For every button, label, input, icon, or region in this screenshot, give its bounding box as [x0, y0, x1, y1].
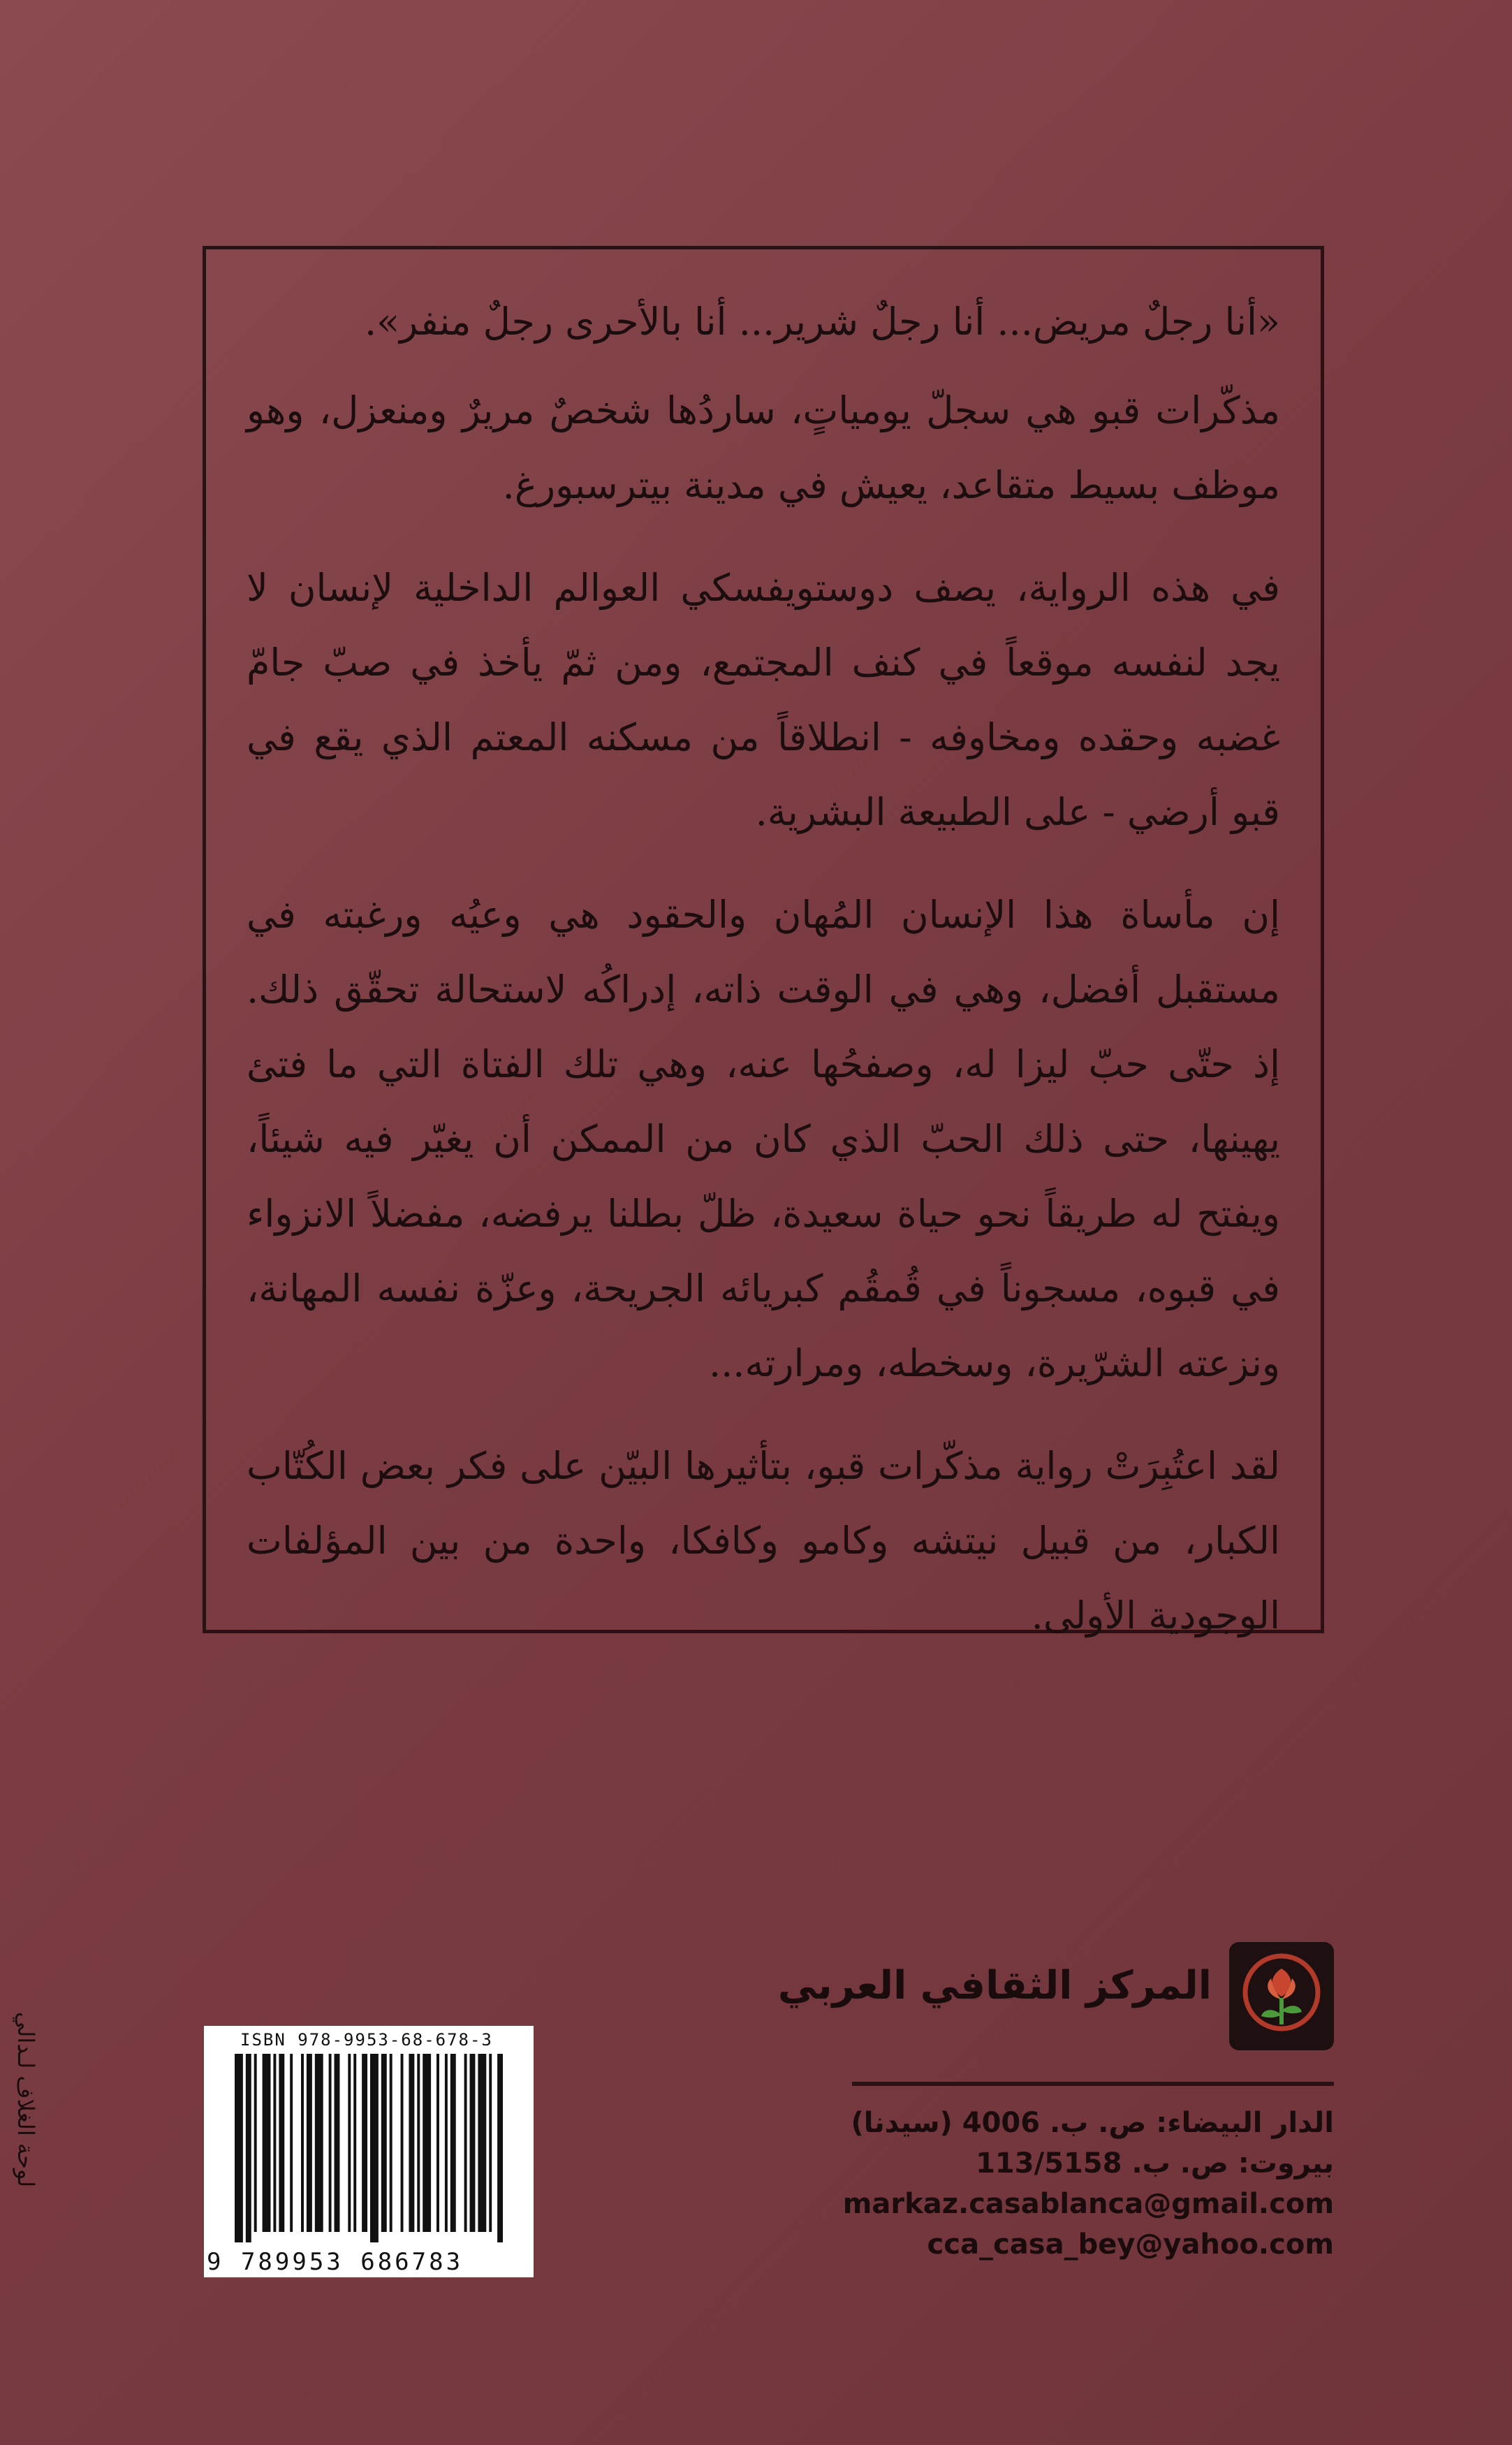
barcode-bar — [362, 2054, 367, 2232]
barcode-bar — [353, 2054, 356, 2232]
barcode-bar — [401, 2054, 404, 2232]
barcode-bar — [279, 2054, 284, 2232]
publisher-name: المركز الثقافي العربي — [777, 1963, 1212, 2008]
barcode-bar — [489, 2054, 492, 2232]
isbn-barcode — [204, 2026, 534, 2277]
barcode-digits: 9 789953 686783 — [207, 2248, 464, 2276]
barcode-bar — [470, 2054, 476, 2232]
barcode-bar — [307, 2054, 312, 2232]
barcode-bar — [390, 2054, 392, 2232]
barcode-bar — [329, 2054, 332, 2232]
barcode-bar — [417, 2054, 420, 2232]
blurb-paragraph-tragedy: إن مأساة هذا الإنسان المُهان والحقود هي وعيُه ورغبته في مستقبل أفضل، وهي في الوقت ذاته، إدراكُه لاستحالة تحقّق ذلك. إذ حتّى حبّ ليزا له، وصفحُها عنه، وهي تلك الفتاة التي ما فتئ يهينها، حتى ذلك الحبّ الذي كان من الممكن أن يغيّر فيه شيئاً، ويفتح له طريقاً نحو حياة سعيدة، ظلّ بطلنا يرفضه، مفضلاً الانزواء في قبوه، مسجوناً في قُمقُم كبريائه الجريحة، وعزّة نفسه المهانة، ونزعته الشرّيرة، وسخطه، ومرارته... — [247, 893, 1280, 1385]
barcode-bar — [335, 2054, 340, 2232]
cover-art-credit — [13, 2012, 61, 2305]
contact-email-yahoo: cca_casa_bey@yahoo.com — [927, 2228, 1334, 2261]
barcode-bar — [436, 2054, 439, 2232]
contact-email-gmail: markaz.casablanca@gmail.com — [842, 2188, 1334, 2220]
barcode-bar — [409, 2054, 414, 2232]
barcode-bar — [450, 2054, 456, 2232]
barcode-bar — [497, 2054, 503, 2242]
publisher-divider — [852, 2082, 1334, 2086]
isbn-label: ISBN 978-9953-68-678-3 — [240, 2030, 493, 2050]
barcode-bar — [246, 2054, 251, 2242]
barcode-bar — [464, 2054, 467, 2232]
barcode-bar — [235, 2054, 243, 2242]
barcode-bar — [263, 2054, 271, 2232]
barcode-bar — [370, 2054, 379, 2242]
barcode-bar — [273, 2054, 276, 2232]
publisher-contacts — [838, 2103, 1334, 2265]
blurb-frame — [203, 246, 1324, 1637]
blurb-paragraph-legacy: لقد اعتُبِرَتْ رواية مذكّرات قبو، بتأثيرها البيّن على فكر بعض الكُتّاب الكبار، من قبيل نيتشه وكامو وكافكا، واحدة من بين المؤلفات الوجودية الأولى. — [247, 1444, 1281, 1637]
barcode-bar — [290, 2054, 293, 2232]
blurb-quote: «أنا رجلٌ مريض... أنا رجلٌ شرير... أنا بالأحرى رجلٌ منفر». — [364, 300, 1280, 344]
barcode-bar — [478, 2054, 486, 2232]
barcode-bar — [445, 2054, 448, 2232]
barcode-bar — [301, 2054, 304, 2232]
barcode-bar — [381, 2054, 387, 2232]
barcode-bars — [235, 2054, 506, 2242]
barcode-bar — [423, 2054, 431, 2232]
publisher-logo-icon — [1229, 1942, 1334, 2050]
barcode-bar — [315, 2054, 323, 2232]
cover-art-credit-text: لوحة الغلاف لـدالي — [13, 2012, 39, 2188]
contact-beirut: بيروت: ص. ب. 113/5158 — [976, 2147, 1334, 2180]
contact-casablanca: الدار البيضاء: ص. ب. 4006 (سيدنا) — [851, 2107, 1334, 2139]
blurb-paragraph-intro: مذكّرات قبو هي سجلّ يومياتٍ، ساردُها شخصٌ مريرٌ ومنعزل، وهو موظف بسيط متقاعد، يعيش في مدينة بيترسبورغ. — [247, 388, 1280, 507]
barcode-bar — [254, 2054, 257, 2232]
blurb-paragraph-novel: في هذه الرواية، يصف دوستويفسكي العوالم الداخلية لإنسان لا يجد لنفسه موقعاً في كنف المجتمع، ومن ثمّ يأخذ في صبّ جامّ غضبه وحقده ومخاوفه - انطلاقاً من مسكنه المعتم الذي يقع في قبو أرضي - على الطبيعة البشرية. — [247, 566, 1280, 834]
barcode-bar — [348, 2054, 351, 2232]
